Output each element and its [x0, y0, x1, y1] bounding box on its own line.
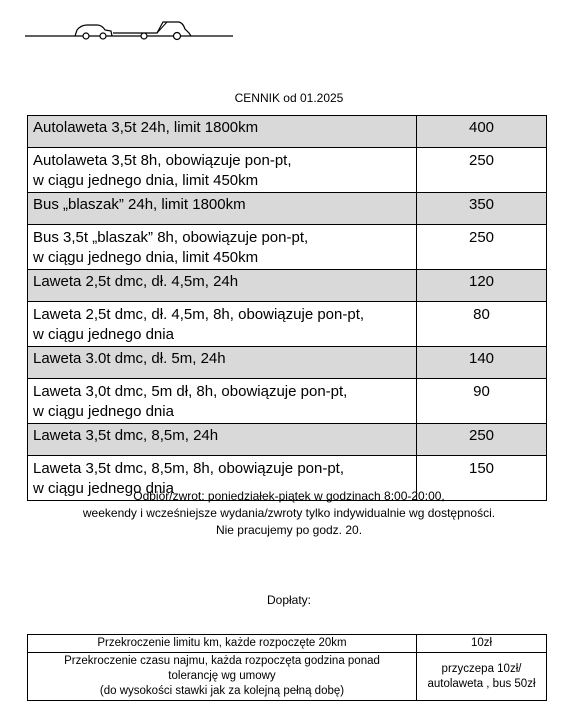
price-row	[28, 225, 547, 270]
notes-line: Nie pracujemy po godz. 20.	[215, 523, 363, 537]
cell-text-line: Przekroczenie limitu km, każde rozpoczęte 20km	[97, 637, 347, 649]
surcharges-title: Dopłaty:	[266, 593, 312, 607]
price-row	[28, 116, 547, 148]
cell-text-line: w ciągu jednego dnia, limit 450km	[33, 172, 259, 189]
cell-text-line: (do wysokości stawki jak za kolejną pełną dobę)	[99, 685, 345, 697]
surcharges-table	[27, 634, 547, 701]
tow-truck-logo-icon	[25, 14, 233, 44]
price-cell: 90	[417, 379, 547, 424]
notes-line: Odbiór/zwrot: poniedziałek-piątek w godzinach 8:00-20:00,	[133, 489, 445, 503]
cell-text-line: Laweta 2,5t dmc, dł. 4,5m, 8h, obowiązuje pon-pt,	[33, 306, 365, 323]
cell-text-line: Laweta 3,5t dmc, 8,5m, 8h, obowiązuje pon-pt,	[33, 460, 345, 477]
price-cell: 150	[417, 456, 547, 501]
price-cell: 140	[417, 347, 547, 379]
price-cell: 400	[417, 116, 547, 148]
price-table	[27, 115, 547, 501]
cell-text-line: w ciągu jednego dnia	[33, 403, 174, 420]
cell-text-line: w ciągu jednego dnia	[33, 480, 174, 497]
cell-text-line: tolerancję wg umowy	[168, 670, 276, 682]
cell-text-line: przyczepa 10zł/	[441, 662, 522, 675]
price-row	[28, 148, 547, 193]
cell-text-line: Autolaweta 3,5t 24h, limit 1800km	[33, 119, 259, 136]
service-name-cell	[28, 148, 417, 193]
surcharge-row	[28, 635, 547, 653]
service-name-cell	[28, 302, 417, 347]
price-cell: 250	[417, 225, 547, 270]
notes-line: weekendy i wcześniejsze wydania/zwroty tylko indywidualnie wg dostępności.	[82, 506, 496, 520]
cell-text-line: Laweta 2,5t dmc, dł. 4,5m, 24h	[33, 273, 239, 290]
service-name-cell	[28, 379, 417, 424]
cell-text-line: Laweta 3,0t dmc, 5m dł, 8h, obowiązuje pon-pt,	[33, 383, 348, 400]
price-row	[28, 302, 547, 347]
price-row	[28, 347, 547, 379]
surcharge-price-cell	[417, 653, 547, 701]
price-cell: 350	[417, 193, 547, 225]
surcharge-price-cell	[417, 635, 547, 653]
service-name-cell	[28, 193, 417, 225]
pickup-return-notes	[0, 488, 578, 539]
cell-text-line: Laweta 3,5t dmc, 8,5m, 24h	[33, 427, 219, 444]
cell-text-line: autolaweta , bus 50zł	[427, 677, 536, 690]
price-row	[28, 379, 547, 424]
price-cell: 250	[417, 424, 547, 456]
cell-text-line: Przekroczenie czasu najmu, każda rozpoczęta godzina ponad	[64, 655, 380, 667]
service-name-cell	[28, 347, 417, 379]
service-name-cell	[28, 225, 417, 270]
cell-text-line: w ciągu jednego dnia, limit 450km	[33, 249, 259, 266]
cell-text-line: w ciągu jednego dnia	[33, 326, 174, 343]
cell-text-line: Laweta 3.0t dmc, dł. 5m, 24h	[33, 350, 226, 367]
cell-text-line: 10zł	[470, 637, 493, 649]
surcharge-name-cell	[28, 653, 417, 701]
service-name-cell	[28, 116, 417, 148]
price-cell: 80	[417, 302, 547, 347]
price-row	[28, 424, 547, 456]
price-row	[28, 270, 547, 302]
price-row	[28, 193, 547, 225]
price-list-title: CENNIK od 01.2025	[234, 91, 344, 105]
cell-text-line: Bus 3,5t „blaszak” 8h, obowiązuje pon-pt,	[33, 229, 309, 246]
cell-text-line: Autolaweta 3,5t 8h, obowiązuje pon-pt,	[33, 152, 292, 169]
service-name-cell	[28, 270, 417, 302]
surcharge-row	[28, 653, 547, 701]
price-cell: 120	[417, 270, 547, 302]
service-name-cell	[28, 424, 417, 456]
surcharge-name-cell	[28, 635, 417, 653]
price-cell: 250	[417, 148, 547, 193]
cell-text-line: Bus „blaszak” 24h, limit 1800km	[33, 196, 246, 213]
